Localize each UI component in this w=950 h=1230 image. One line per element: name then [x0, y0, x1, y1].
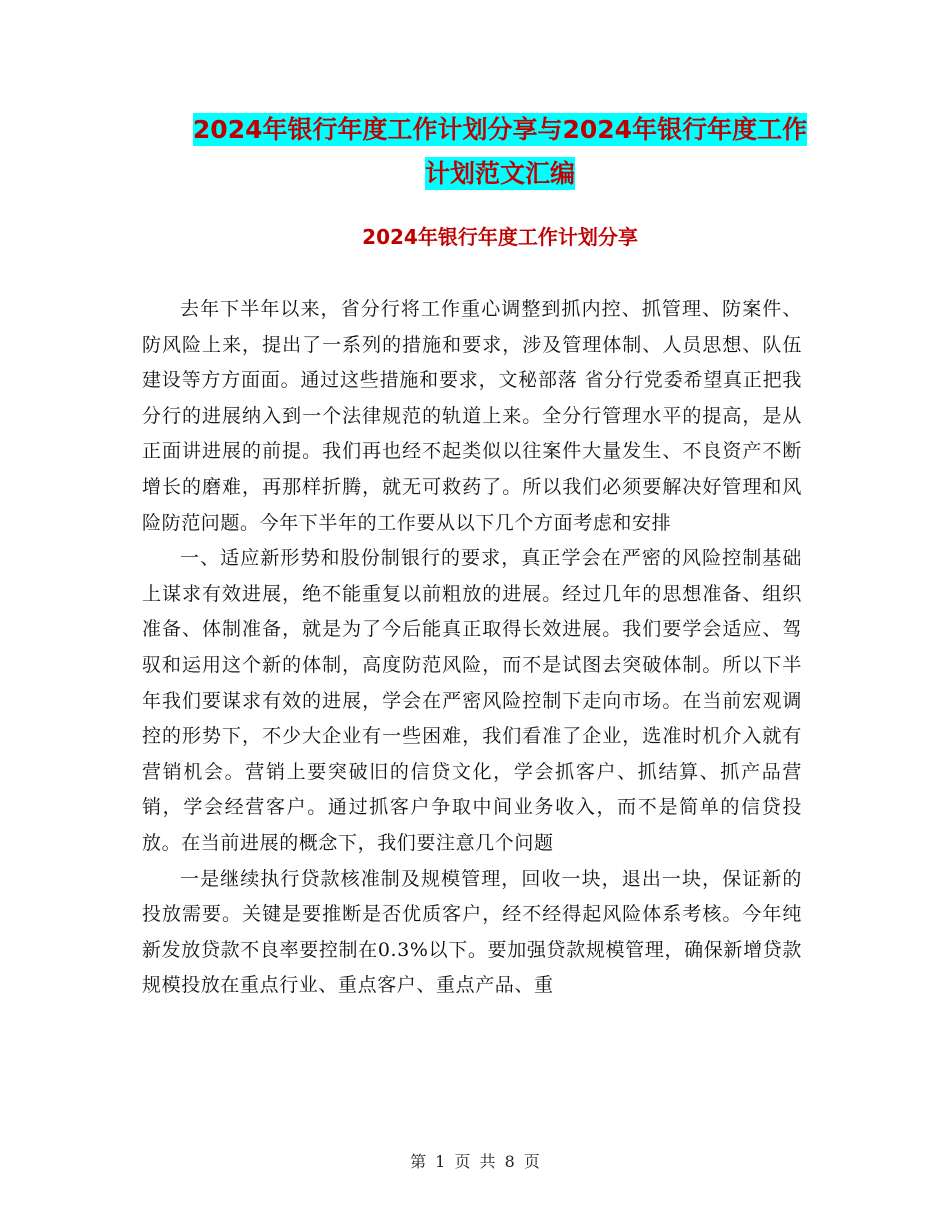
body-paragraph-1: 去年下半年以来，省分行将工作重心调整到抓内控、抓管理、防案件、防风险上来，提出了一系列的措施和要求，涉及管理体制、人员思想、队伍建设等方方面面。通过这些措施和要求，文秘部落 省分行党委希望真正把我分行的进展纳入到一个法律规范的轨道上来。全分行管理水平的提高，是从正面讲进展的前提。我们再也经不起类似以往案件大量发生、不良资产不断增长的磨难，再那样折腾，就无可救药了。所以我们必须要解决好管理和风险防范问题。今年下半年的工作要从以下几个方面考虑和安排 — [142, 298, 802, 534]
body-paragraph-2: 一、适应新形势和股份制银行的要求，真正学会在严密的风险控制基础上谋求有效进展，绝不能重复以前粗放的进展。经过几年的思想准备、组织准备、体制准备，就是为了今后能真正取得长效进展。我们要学会适应、驾驭和运用这个新的体制，高度防范风险，而不是试图去突破体制。所以下半年我们要谋求有效的进展，学会在严密风险控制下走向市场。在当前宏观调控的形势下，不少大企业有一些困难，我们看准了企业，选准时机介入就有营销机会。营销上要突破旧的信贷文化，学会抓客户、抓结算、抓产品营销，学会经营客户。通过抓客户争取中间业务收入，而不是简单的信贷投放。在当前进展的概念下，我们要注意几个问题 — [142, 547, 802, 854]
document-title — [140, 108, 860, 196]
document-title-line-2: 计划范文汇编 — [424, 159, 575, 188]
section-title: 2024年银行年度工作计划分享 — [362, 225, 638, 249]
document-body — [142, 292, 802, 1004]
document-title-line-1: 2024年银行年度工作计划分享与2024年银行年度工作 — [192, 115, 808, 144]
page-footer: 第 1 页 共 8 页 — [410, 1152, 540, 1171]
body-paragraph-3: 一是继续执行贷款核准制及规模管理，回收一块，退出一块，保证新的投放需要。关键是要推断是否优质客户，经不经得起风险体系考核。今年纯新发放贷款不良率要控制在0.3%以下。要加强贷款规模管理，确保新增贷款规模投放在重点行业、重点客户、重点产品、重 — [142, 867, 802, 997]
